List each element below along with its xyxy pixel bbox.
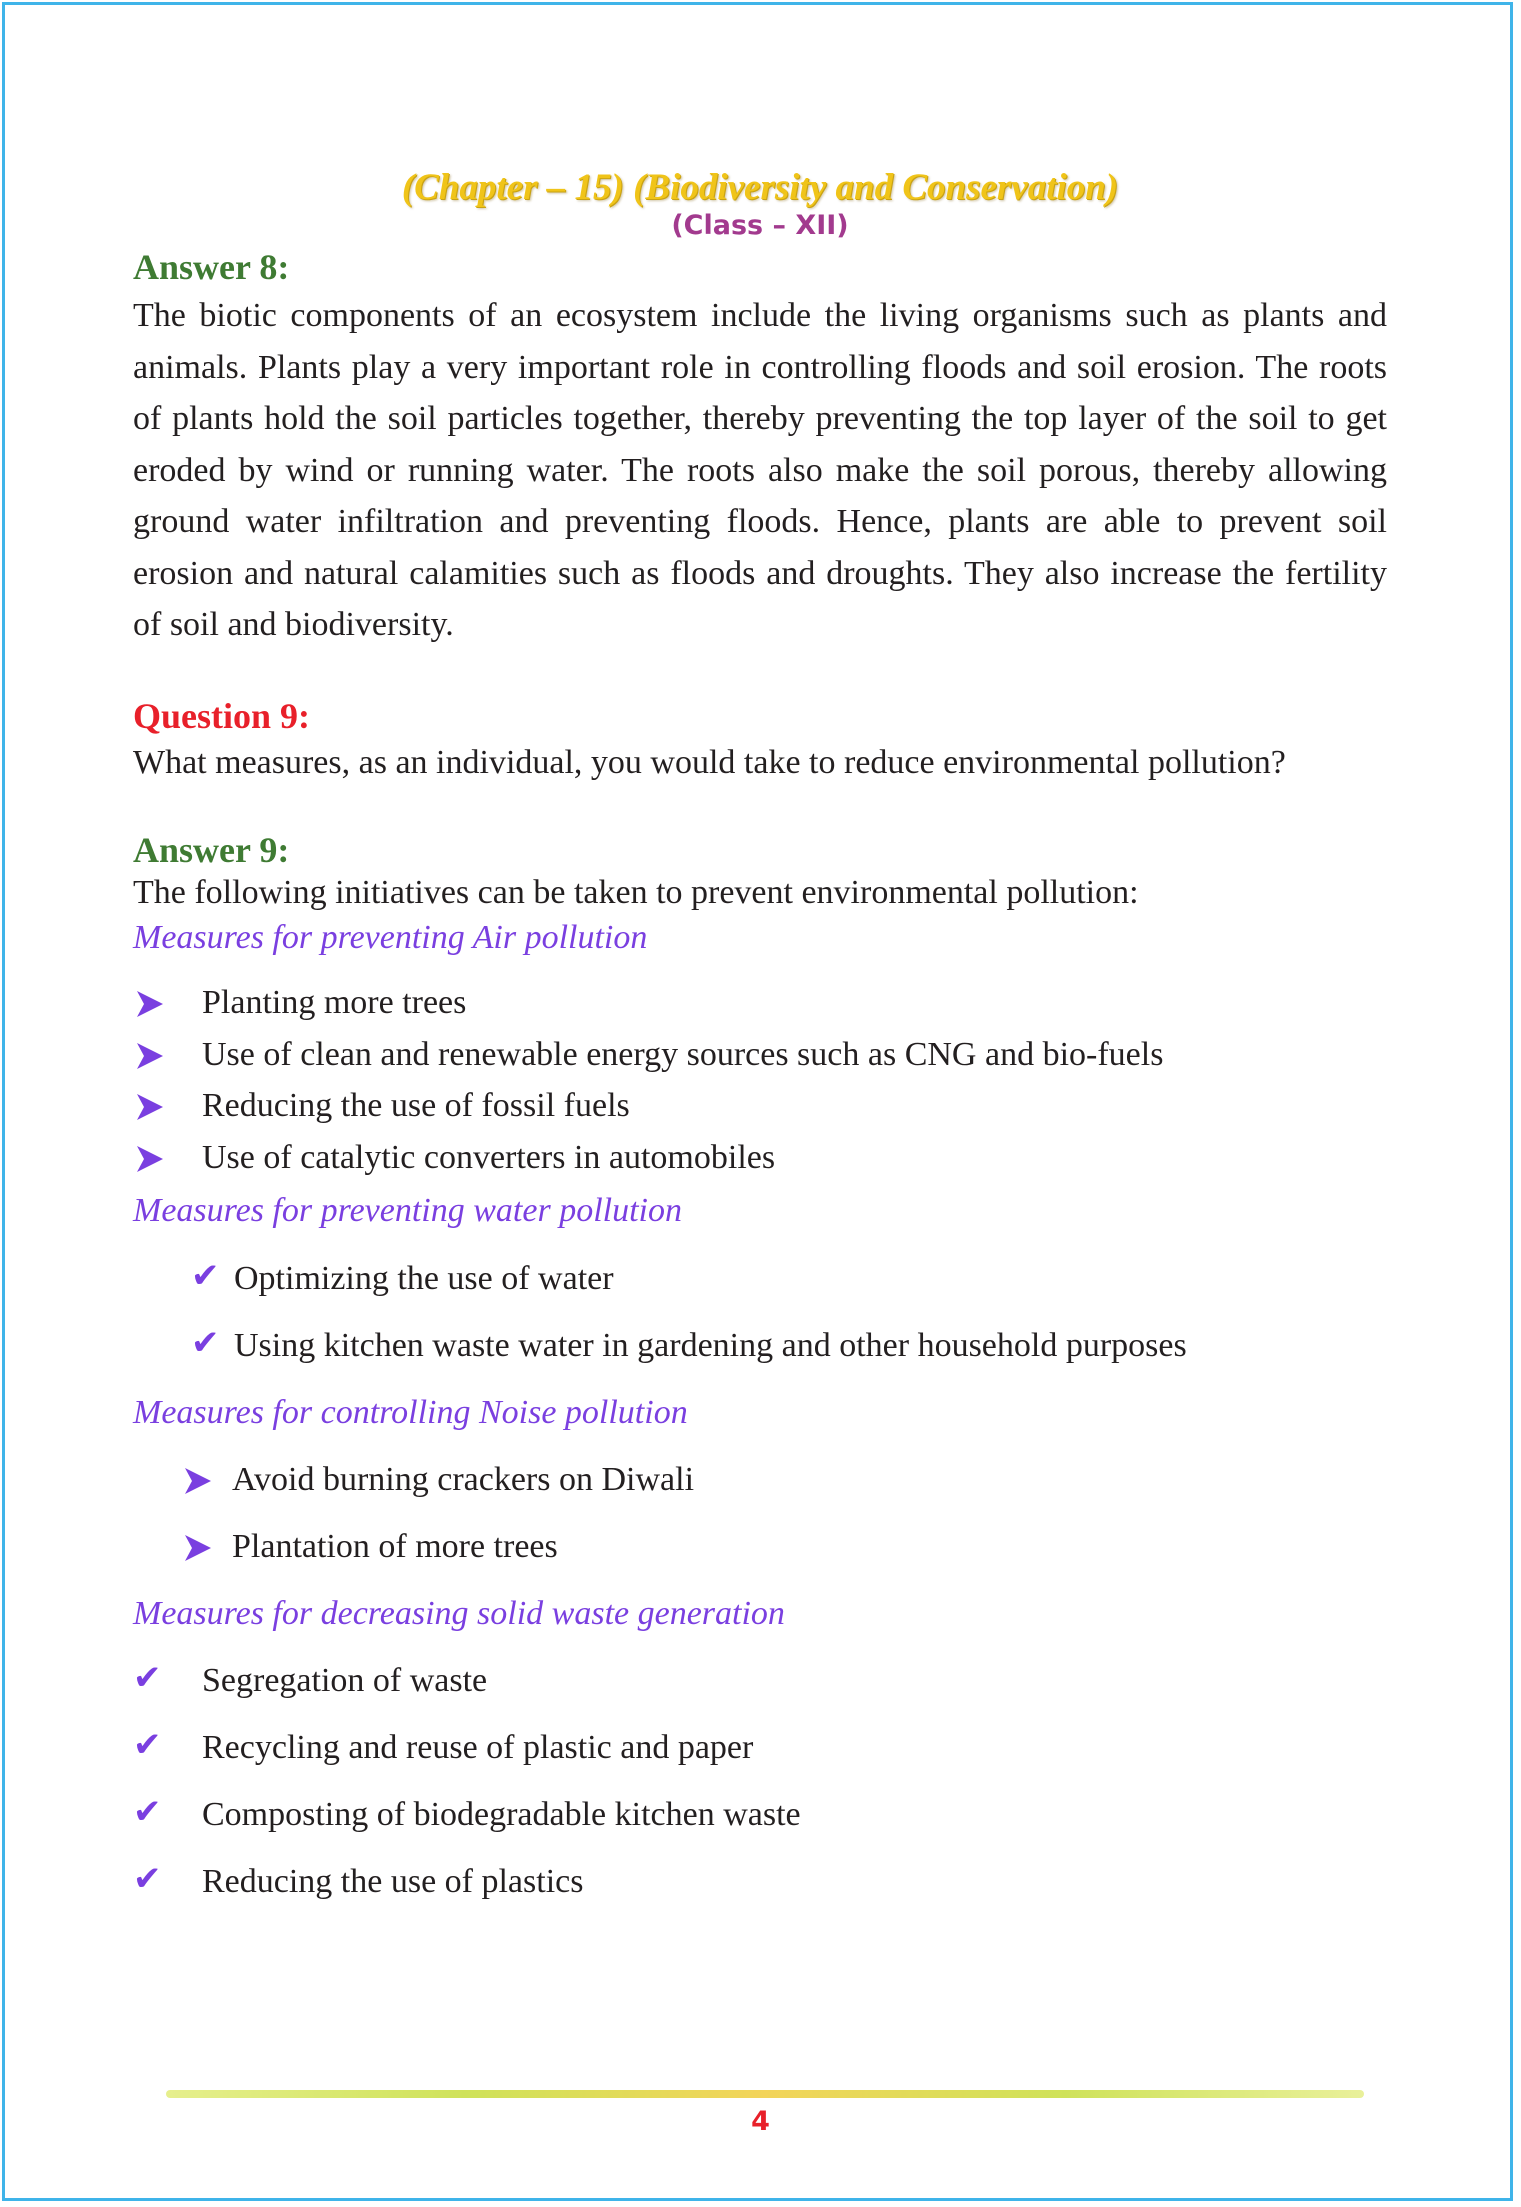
solid-waste-subheading: Measures for decreasing solid waste generation: [133, 1595, 785, 1632]
arrow-icon: [135, 1041, 165, 1071]
list-item: Composting of biodegradable kitchen waste: [202, 1796, 801, 1833]
chapter-title: (Chapter – 15) (Biodiversity and Conservation): [401, 167, 1119, 208]
class-subtitle: (Class – XII): [671, 210, 849, 241]
noise-pollution-subheading: Measures for controlling Noise pollution: [133, 1394, 688, 1431]
check-icon: ✔: [133, 1792, 162, 1832]
check-icon: ✔: [133, 1859, 162, 1899]
list-item: Use of clean and renewable energy sources such as CNG and bio-fuels: [202, 1036, 1164, 1073]
list-item: Recycling and reuse of plastic and paper: [202, 1729, 754, 1766]
question-9-text: What measures, as an individual, you would take to reduce environmental pollution?: [133, 744, 1286, 781]
list-item: Plantation of more trees: [232, 1528, 558, 1565]
list-item: Planting more trees: [202, 984, 467, 1021]
check-icon: ✔: [191, 1323, 220, 1363]
page-number: 4: [751, 2106, 770, 2137]
answer-8-heading: Answer 8:: [133, 247, 290, 287]
arrow-icon: [135, 1144, 165, 1174]
answer-9-intro: The following initiatives can be taken to prevent environmental pollution:: [133, 874, 1139, 911]
answer-8-text: The biotic components of an ecosystem include the living organisms such as plants and animals. Plants play a very important role in controlling floods and soil erosion. The roots of plants hold the soil particles together, thereby preventing the top layer of the soil to get eroded by wind or running water. The roots also make the soil porous, thereby allowing ground water infiltration and preventing floods. Hence, plants are able to prevent soil erosion and natural calamities such as floods and droughts. They also increase the fertility of soil and biodiversity.: [133, 297, 1387, 643]
list-item: Segregation of waste: [202, 1662, 488, 1699]
question-9-heading: Question 9:: [133, 696, 311, 736]
arrow-icon: [135, 989, 165, 1019]
arrow-icon: [135, 1092, 165, 1122]
list-item: Reducing the use of plastics: [202, 1863, 584, 1900]
arrow-icon: [183, 1466, 213, 1496]
list-item: Use of catalytic converters in automobiles: [202, 1139, 776, 1176]
water-pollution-subheading: Measures for preventing water pollution: [133, 1192, 682, 1229]
list-item: Optimizing the use of water: [234, 1260, 614, 1297]
answer-9-heading: Answer 9:: [133, 830, 290, 870]
check-icon: ✔: [133, 1658, 162, 1698]
arrow-icon: [183, 1533, 213, 1563]
list-item: Using kitchen waste water in gardening and other household purposes: [234, 1327, 1187, 1364]
list-item: Avoid burning crackers on Diwali: [232, 1461, 695, 1498]
check-icon: ✔: [191, 1256, 220, 1296]
list-item: Reducing the use of fossil fuels: [202, 1087, 630, 1124]
air-pollution-subheading: Measures for preventing Air pollution: [133, 919, 648, 956]
check-icon: ✔: [133, 1725, 162, 1765]
footer-divider: [166, 2090, 1364, 2098]
